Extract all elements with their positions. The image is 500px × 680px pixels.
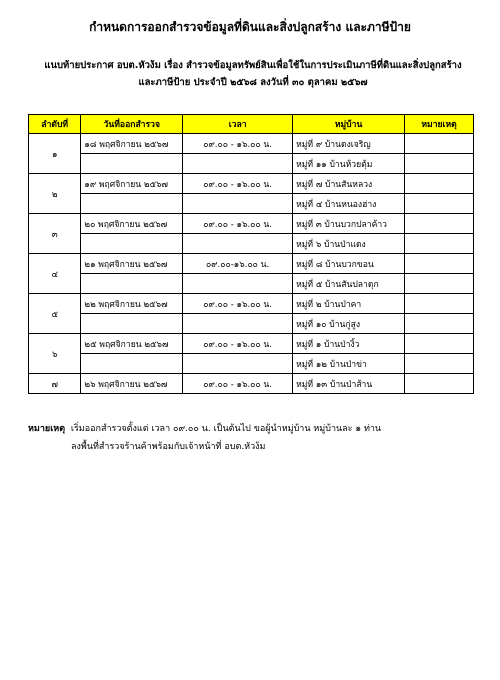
table-row: [29, 194, 474, 214]
cell-village: หมู่ที่ ๙ บ้านดงเจริญ: [293, 134, 405, 154]
cell-note: [405, 334, 474, 354]
cell-village: หมู่ที่ ๒ บ้านป่าคา: [293, 294, 405, 314]
cell-village: หมู่ที่ ๔ บ้านหนองฮ่าง: [293, 194, 405, 214]
cell-no: ๕: [29, 294, 81, 334]
table-row: [29, 254, 474, 274]
cell-date: [81, 354, 183, 374]
cell-village: หมู่ที่ ๑ บ้านป่างิ้ว: [293, 334, 405, 354]
cell-village: หมู่ที่ ๑๒ บ้านป่าข่า: [293, 354, 405, 374]
cell-date: ๒๐ พฤศจิกายน ๒๕๖๗: [81, 214, 183, 234]
table-row: [29, 314, 474, 334]
table-row: [29, 374, 474, 394]
cell-no: ๑: [29, 134, 81, 174]
cell-no: ๖: [29, 334, 81, 374]
cell-note: [405, 314, 474, 334]
remark-text-2: ลงพื้นที่สำรวจร้านค้าพร้อมกับเจ้าหน้าที่ อบต.หัวง้ม: [71, 442, 266, 452]
cell-date: [81, 194, 183, 214]
cell-village: หมู่ที่ ๑๑ บ้านห้วยตุ้ม: [293, 154, 405, 174]
cell-time: ๐๙.๐๐ - ๑๖.๐๐ น.: [183, 374, 293, 394]
cell-note: [405, 214, 474, 234]
remark-section: [28, 420, 478, 456]
cell-note: [405, 254, 474, 274]
cell-time: ๐๙.๐๐ - ๑๖.๐๐ น.: [183, 174, 293, 194]
cell-time: [183, 354, 293, 374]
cell-time: ๐๙.๐๐ - ๑๖.๐๐ น.: [183, 294, 293, 314]
table-row: [29, 274, 474, 294]
survey-schedule-table: [28, 114, 474, 394]
remark-text-1: เริ่มออกสำรวจตั้งแต่ เวลา ๐๙.๐๐ น. เป็นต้นไป ขอผู้นำหมู่บ้าน หมู่บ้านละ ๑ ท่าน: [70, 424, 382, 434]
header-no: ลำดับที่: [29, 115, 81, 134]
table-row: [29, 334, 474, 354]
cell-no: ๒: [29, 174, 81, 214]
cell-no: ๗: [29, 374, 81, 394]
cell-note: [405, 154, 474, 174]
table-header-row: [29, 115, 474, 134]
cell-time: ๐๙.๐๐-๑๖.๐๐ น.: [183, 254, 293, 274]
document-subtitle: [28, 57, 478, 91]
cell-date: ๑๘ พฤศจิกายน ๒๕๖๗: [81, 134, 183, 154]
cell-village: หมู่ที่ ๗ บ้านสันหลวง: [293, 174, 405, 194]
cell-village: หมู่ที่ ๖ บ้านป่าแดง: [293, 234, 405, 254]
cell-time: [183, 274, 293, 294]
cell-village: หมู่ที่ ๑๓ บ้านป่าส้าน: [293, 374, 405, 394]
cell-note: [405, 274, 474, 294]
cell-village: หมู่ที่ ๕ บ้านสันปลาดุก: [293, 274, 405, 294]
table-row: [29, 214, 474, 234]
table-row: [29, 154, 474, 174]
cell-no: ๓: [29, 214, 81, 254]
cell-date: [81, 274, 183, 294]
header-time: เวลา: [183, 115, 293, 134]
table-row: [29, 294, 474, 314]
subtitle-line-2: และภาษีป้าย ประจำปี ๒๕๖๘ ลงวันที่ ๓๐ ตุลาคม ๒๕๖๗: [138, 77, 368, 88]
cell-village: หมู่ที่ ๓ บ้านบวกปลาค้าว: [293, 214, 405, 234]
cell-date: ๒๑ พฤศจิกายน ๒๕๖๗: [81, 254, 183, 274]
header-date: วันที่ออกสำรวจ: [81, 115, 183, 134]
cell-date: ๒๒ พฤศจิกายน ๒๕๖๗: [81, 294, 183, 314]
cell-time: [183, 314, 293, 334]
cell-note: [405, 134, 474, 154]
cell-time: ๐๙.๐๐ - ๑๖.๐๐ น.: [183, 134, 293, 154]
cell-time: ๐๙.๐๐ - ๑๖.๐๐ น.: [183, 214, 293, 234]
cell-note: [405, 374, 474, 394]
cell-date: [81, 234, 183, 254]
cell-note: [405, 354, 474, 374]
cell-note: [405, 194, 474, 214]
table-row: [29, 134, 474, 154]
cell-date: [81, 154, 183, 174]
cell-time: [183, 194, 293, 214]
cell-village: หมู่ที่ ๑๐ บ้านกู่สูง: [293, 314, 405, 334]
remark-line-1: [28, 420, 478, 438]
cell-village: หมู่ที่ ๘ บ้านบวกขอน: [293, 254, 405, 274]
cell-time: [183, 234, 293, 254]
cell-note: [405, 234, 474, 254]
header-village: หมู่บ้าน: [293, 115, 405, 134]
table-row: [29, 174, 474, 194]
table-row: [29, 354, 474, 374]
cell-time: ๐๙.๐๐ - ๑๖.๐๐ น.: [183, 334, 293, 354]
subtitle-line-1: แนบท้ายประกาศ อบต.หัวง้ม เรื่อง สำรวจข้อมูลทรัพย์สินเพื่อใช้ในการประเมินภาษีที่ดินและสิ่งปลูกสร้าง: [44, 60, 462, 71]
document-title: กำหนดการออกสำรวจข้อมูลที่ดินและสิ่งปลูกสร้าง และภาษีป้าย: [89, 20, 411, 34]
cell-note: [405, 294, 474, 314]
cell-date: ๑๙ พฤศจิกายน ๒๕๖๗: [81, 174, 183, 194]
cell-date: [81, 314, 183, 334]
cell-date: ๒๕ พฤศจิกายน ๒๕๖๗: [81, 334, 183, 354]
cell-time: [183, 154, 293, 174]
cell-date: ๒๖ พฤศจิกายน ๒๕๖๗: [81, 374, 183, 394]
cell-note: [405, 174, 474, 194]
cell-no: ๔: [29, 254, 81, 294]
header-note: หมายเหตุ: [405, 115, 474, 134]
table-row: [29, 234, 474, 254]
remark-label: หมายเหตุ: [28, 424, 66, 434]
